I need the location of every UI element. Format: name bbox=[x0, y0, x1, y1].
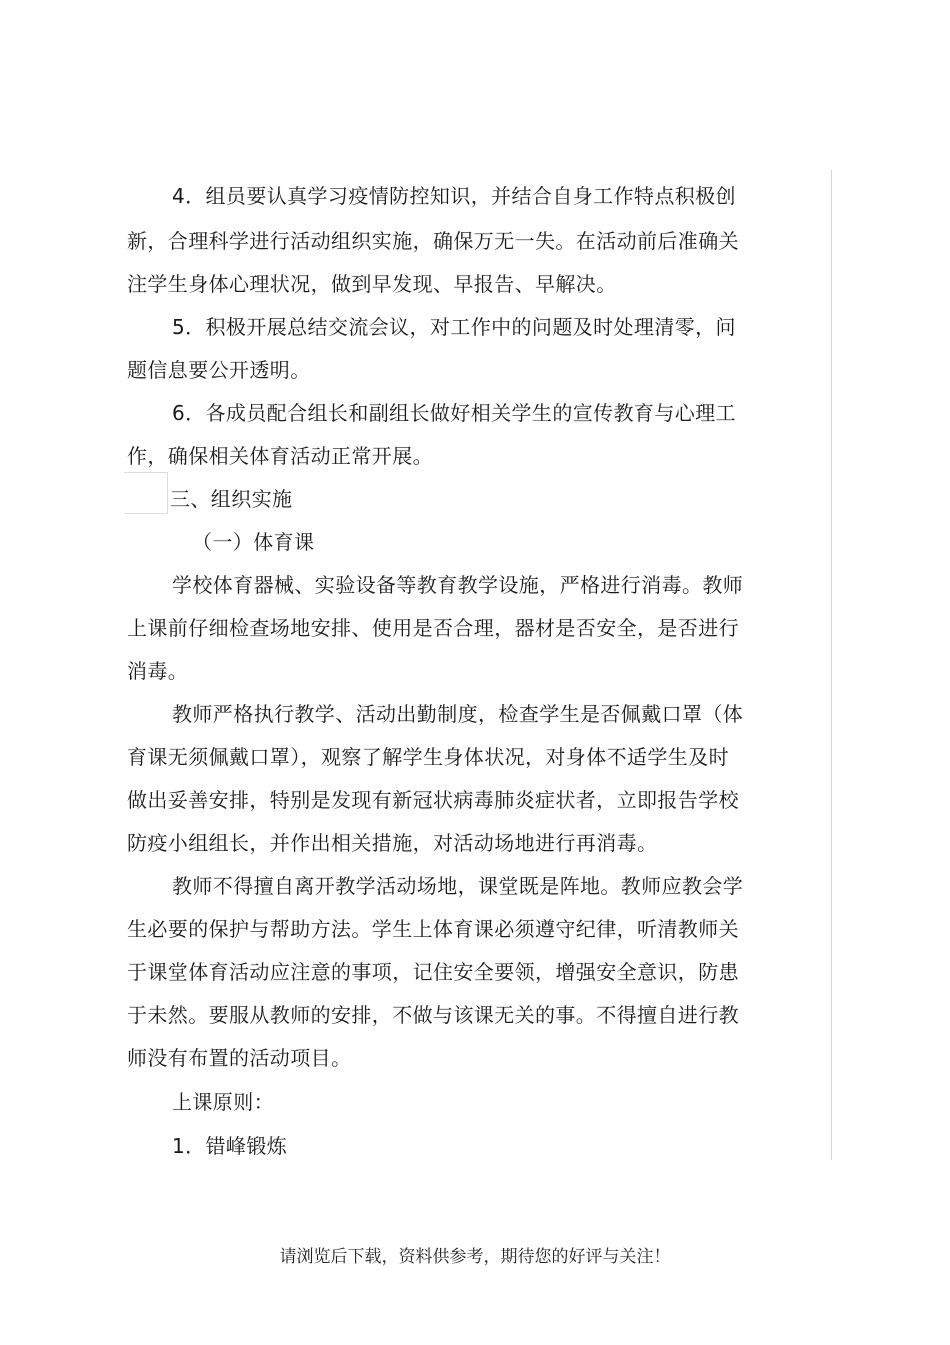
text-line: 注学生身体心理状况，做到早发现、早报告、早解决。 bbox=[127, 272, 617, 296]
text-line: 6．各成员配合组长和副组长做好相关学生的宣传教育与心理工 bbox=[172, 401, 736, 425]
text-line: 新，合理科学进行活动组织实施，确保万无一失。在活动前后准确关 bbox=[127, 229, 739, 253]
subsection-heading: （一）体育课 bbox=[192, 530, 315, 554]
text-line: 作，确保相关体育活动正常开展。 bbox=[127, 444, 433, 468]
text-line: 做出妥善安排，特别是发现有新冠状病毒肺炎症状者，立即报告学校 bbox=[127, 788, 739, 812]
section-heading: 三、组织实施 bbox=[170, 487, 293, 511]
box-mark bbox=[124, 472, 168, 514]
text-line: 教师不得擅自离开教学活动场地，课堂既是阵地。教师应教会学 bbox=[172, 874, 744, 898]
text-line: 上课前仔细检查场地安排、使用是否合理，器材是否安全，是否进行 bbox=[127, 616, 739, 640]
text-line: 1．错峰锻炼 bbox=[172, 1134, 288, 1158]
text-line: 4．组员要认真学习疫情防控知识，并结合自身工作特点积极创 bbox=[172, 184, 736, 208]
page-footer: 请浏览后下载，资料供参考，期待您的好评与关注！ bbox=[279, 1247, 671, 1267]
text-line: 上课原则： bbox=[172, 1090, 274, 1114]
text-line: 育课无须佩戴口罩），观察了解学生身体状况，对身体不适学生及时 bbox=[127, 745, 729, 769]
text-line: 于课堂体育活动应注意的事项，记住安全要领，增强安全意识，防患 bbox=[127, 960, 739, 984]
margin-rule bbox=[831, 170, 832, 1160]
text-line: 学校体育器械、实验设备等教育教学设施，严格进行消毒。教师 bbox=[172, 573, 744, 597]
text-line: 生必要的保护与帮助方法。学生上体育课必须遵守纪律，听清教师关 bbox=[127, 917, 739, 941]
text-line: 师没有布置的活动项目。 bbox=[127, 1046, 352, 1070]
text-line: 于未然。要服从教师的安排，不做与该课无关的事。不得擅自进行教 bbox=[127, 1003, 739, 1027]
text-line: 5．积极开展总结交流会议，对工作中的问题及时处理清零，问 bbox=[172, 315, 736, 339]
text-line: 教师严格执行教学、活动出勤制度，检查学生是否佩戴口罩（体 bbox=[172, 702, 744, 726]
text-line: 题信息要公开透明。 bbox=[127, 358, 311, 382]
text-line: 防疫小组组长，并作出相关措施，对活动场地进行再消毒。 bbox=[127, 831, 658, 855]
text-line: 消毒。 bbox=[127, 659, 189, 683]
